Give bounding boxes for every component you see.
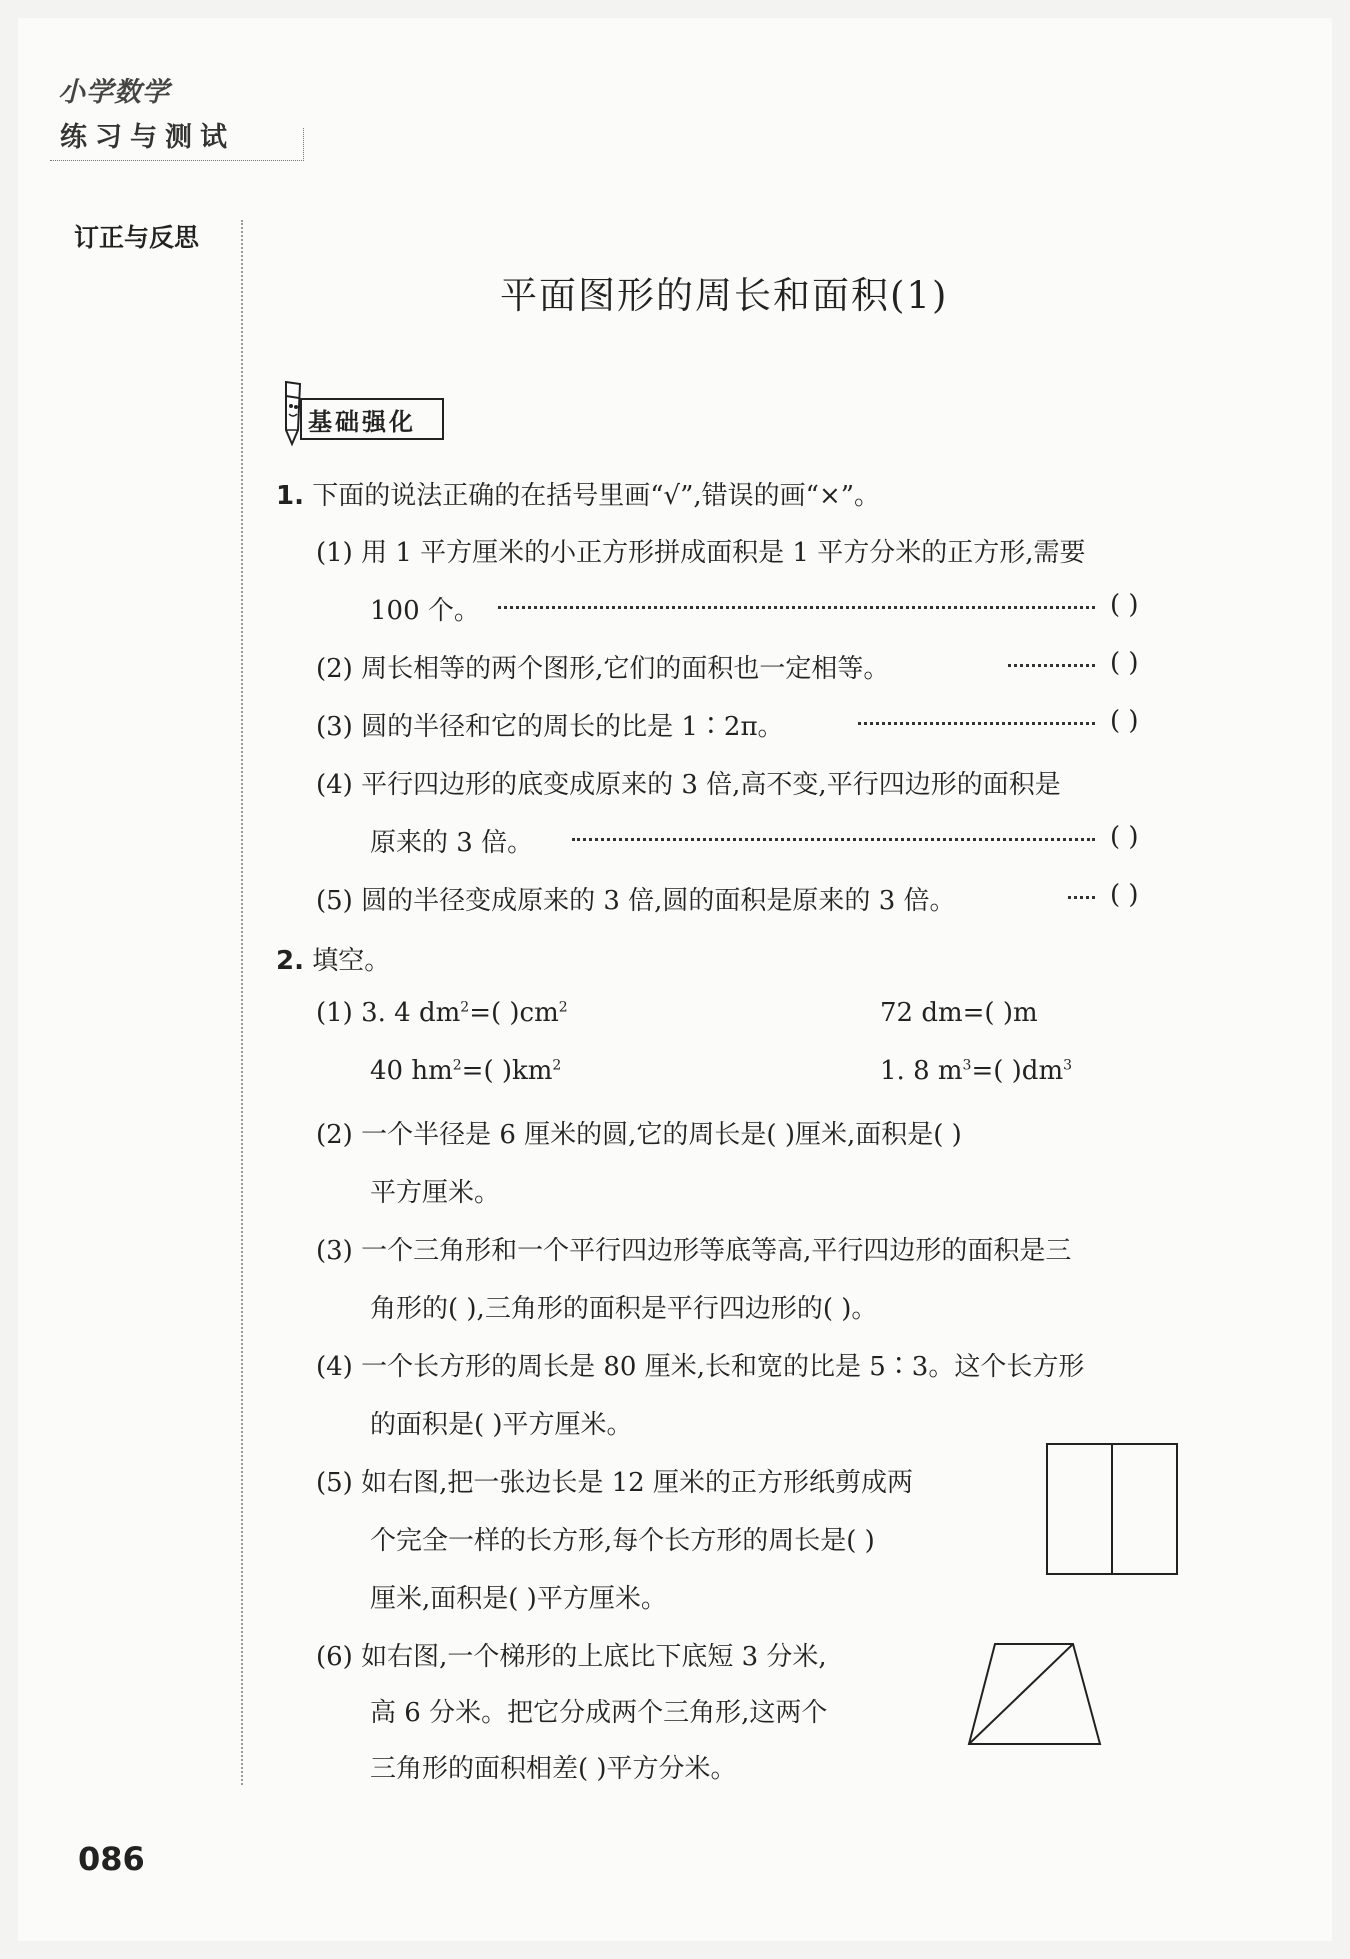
- q2-stem: 填空。: [312, 946, 391, 976]
- section-label: 基础强化: [308, 408, 416, 436]
- header-box: [50, 128, 304, 161]
- trapezoid-figure: [965, 1640, 1105, 1750]
- leader-dots: [498, 606, 1095, 609]
- q2-p5-line1: (5) 如右图,把一张边长是 12 厘米的正方形纸剪成两: [316, 1468, 913, 1498]
- q1-stem: 下面的说法正确的在括号里画“√”,错误的画“×”。: [312, 481, 881, 511]
- q1-number: 1.: [276, 481, 304, 511]
- q2-p5-line2: 个完全一样的长方形,每个长方形的周长是( ): [370, 1526, 875, 1556]
- answer-paren[interactable]: ( ): [1110, 648, 1139, 678]
- q2-number: 2.: [276, 946, 304, 976]
- unit-conv-b: 72 dm=( )m: [880, 998, 1038, 1028]
- q2-p1-row1: [316, 998, 568, 1028]
- q2-p4-line1: (4) 一个长方形的周长是 80 厘米,长和宽的比是 5∶3。这个长方形: [316, 1352, 1085, 1382]
- q2-p6-line1: (6) 如右图,一个梯形的上底比下底短 3 分米,: [316, 1642, 827, 1672]
- leader-dots: [1068, 896, 1095, 899]
- q2-p2-line2: 平方厘米。: [370, 1178, 501, 1208]
- sidebar-divider: [241, 220, 243, 1785]
- unit-conv-c: 40 $hm^2=$( )$km^2$: [370, 1056, 562, 1086]
- q1-item3: (3) 圆的半径和它的周长的比是 1∶2π。: [316, 712, 784, 742]
- q1-item1-line2: 100 个。: [370, 596, 480, 626]
- q2-p5-line3: 厘米,面积是( )平方厘米。: [370, 1584, 667, 1614]
- q1-item4-line2: 原来的 3 倍。: [370, 828, 534, 858]
- q2-p1-label: (1): [316, 998, 353, 1028]
- q1-item5: (5) 圆的半径变成原来的 3 倍,圆的面积是原来的 3 倍。: [316, 886, 956, 916]
- answer-paren[interactable]: ( ): [1110, 590, 1139, 620]
- leader-dots: [858, 722, 1095, 725]
- square-figure: [1045, 1442, 1181, 1578]
- series-title: 小学数学: [58, 77, 170, 108]
- unit-conv-d: 1. 8 $m^3=$( )$dm^3$: [880, 1056, 1073, 1086]
- q2-stem-line: [276, 940, 390, 977]
- q1-item1-line1: (1) 用 1 平方厘米的小正方形拼成面积是 1 平方分米的正方形,需要: [316, 538, 1086, 568]
- answer-paren[interactable]: ( ): [1110, 706, 1139, 736]
- leader-dots: [1008, 664, 1095, 667]
- q2-p3-line1: (3) 一个三角形和一个平行四边形等底等高,平行四边形的面积是三: [316, 1236, 1072, 1266]
- q2-p4-line2: 的面积是( )平方厘米。: [370, 1410, 633, 1440]
- book-title: 练习与测试: [60, 122, 235, 153]
- q1-item4-line1: (4) 平行四边形的底变成原来的 3 倍,高不变,平行四边形的面积是: [316, 770, 1061, 800]
- q2-p2-line1: (2) 一个半径是 6 厘米的圆,它的周长是( )厘米,面积是( ): [316, 1120, 962, 1150]
- q2-p3-line2: 角形的( ),三角形的面积是平行四边形的( )。: [370, 1294, 878, 1324]
- answer-paren[interactable]: ( ): [1110, 822, 1139, 852]
- page-number: 086: [78, 1840, 145, 1878]
- unit-conv-a: 3. 4 $dm^2=$( )$cm^2$: [361, 998, 568, 1028]
- q1-stem-line: [276, 475, 880, 512]
- q1-item2: (2) 周长相等的两个图形,它们的面积也一定相等。: [316, 654, 890, 684]
- page-title: 平面图形的周长和面积(1): [500, 274, 949, 317]
- sidebar-label: 订正与反思: [74, 223, 200, 252]
- answer-paren[interactable]: ( ): [1110, 880, 1139, 910]
- section-tag: [278, 378, 443, 438]
- q2-p6-line3: 三角形的面积相差( )平方分米。: [370, 1754, 737, 1784]
- leader-dots: [572, 838, 1095, 841]
- q2-p6-line2: 高 6 分米。把它分成两个三角形,这两个: [370, 1698, 828, 1728]
